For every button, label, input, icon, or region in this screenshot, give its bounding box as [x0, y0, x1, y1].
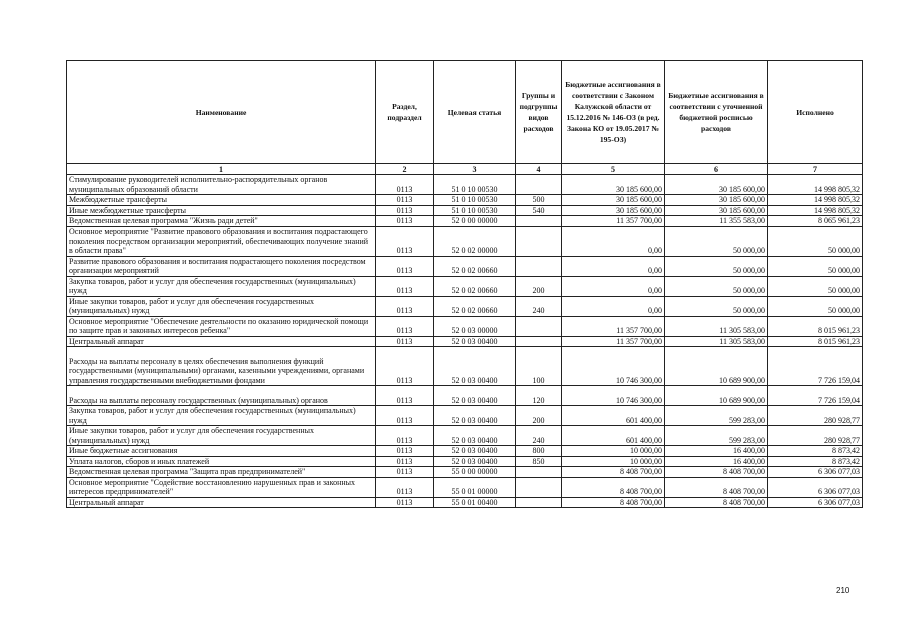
header-num: 1 — [67, 164, 376, 175]
row-refined: 50 000,00 — [665, 256, 768, 276]
row-section: 0113 — [376, 446, 434, 457]
row-target: 51 0 10 00530 — [434, 175, 516, 195]
table-row — [67, 446, 863, 457]
row-law: 30 185 600,00 — [562, 205, 665, 216]
header-num: 4 — [516, 164, 562, 175]
row-target: 52 0 00 00000 — [434, 216, 516, 227]
row-name: Иные закупки товаров, работ и услуг для обеспечения государственных (муниципальных) нужд — [67, 296, 376, 316]
row-law: 8 408 700,00 — [562, 497, 665, 508]
row-section: 0113 — [376, 497, 434, 508]
row-refined: 30 185 600,00 — [665, 195, 768, 206]
budget-table — [66, 60, 863, 508]
row-law: 30 185 600,00 — [562, 175, 665, 195]
row-law: 10 746 300,00 — [562, 386, 665, 406]
row-section: 0113 — [376, 175, 434, 195]
table-row — [67, 406, 863, 426]
row-law: 601 400,00 — [562, 426, 665, 446]
row-target: 55 0 01 00400 — [434, 497, 516, 508]
row-group: 120 — [516, 386, 562, 406]
row-done: 14 998 805,32 — [768, 205, 863, 216]
row-target: 52 0 03 00400 — [434, 426, 516, 446]
table-row — [67, 477, 863, 497]
row-section: 0113 — [376, 276, 434, 296]
row-group: 200 — [516, 276, 562, 296]
row-group: 240 — [516, 296, 562, 316]
table-row — [67, 256, 863, 276]
header-row — [67, 61, 863, 164]
row-section: 0113 — [376, 256, 434, 276]
header-number-row — [67, 164, 863, 175]
row-done: 14 998 805,32 — [768, 195, 863, 206]
row-group — [516, 256, 562, 276]
row-group — [516, 477, 562, 497]
table-row — [67, 296, 863, 316]
row-refined: 599 283,00 — [665, 406, 768, 426]
row-target: 51 0 10 00530 — [434, 195, 516, 206]
row-section: 0113 — [376, 426, 434, 446]
row-name: Иные бюджетные ассигнования — [67, 446, 376, 457]
row-group — [516, 175, 562, 195]
row-target: 51 0 10 00530 — [434, 205, 516, 216]
row-target: 52 0 03 00400 — [434, 347, 516, 386]
row-group: 240 — [516, 426, 562, 446]
row-law: 11 357 700,00 — [562, 336, 665, 347]
budget-table-sheet — [66, 60, 862, 508]
row-name: Расходы на выплаты персоналу в целях обеспечения выполнения функций государственными (муниципальными) органами, казенными учреждениями, органами управления государственными внебюджетными фондами — [67, 347, 376, 386]
row-done: 6 306 077,03 — [768, 477, 863, 497]
row-law: 0,00 — [562, 276, 665, 296]
row-refined: 50 000,00 — [665, 226, 768, 256]
table-row — [67, 336, 863, 347]
row-name: Развитие правового образования и воспитания подрастающего поколения посредством организации мероприятий — [67, 256, 376, 276]
row-section: 0113 — [376, 386, 434, 406]
row-group — [516, 226, 562, 256]
row-group — [516, 316, 562, 336]
row-group — [516, 216, 562, 227]
row-section: 0113 — [376, 195, 434, 206]
row-section: 0113 — [376, 296, 434, 316]
row-name: Иные закупки товаров, работ и услуг для обеспечения государственных (муниципальных) нужд — [67, 426, 376, 446]
row-name: Основное мероприятие "Развитие правового образования и воспитания подрастающего поколения посредством организации мероприятий, обеспечивающих получение знаний в области права" — [67, 226, 376, 256]
row-group: 100 — [516, 347, 562, 386]
row-section: 0113 — [376, 347, 434, 386]
row-group: 200 — [516, 406, 562, 426]
header-law: Бюджетные ассигнования в соответствии с Законом Калужской области от 15.12.2016 № 146-ОЗ (в ред. Закона КО от 19.05.2017 № 195-ОЗ) — [562, 61, 665, 164]
header-num: 5 — [562, 164, 665, 175]
row-refined: 10 689 900,00 — [665, 347, 768, 386]
row-group — [516, 467, 562, 478]
table-row — [67, 386, 863, 406]
row-law: 11 357 700,00 — [562, 216, 665, 227]
table-row — [67, 467, 863, 478]
header-num: 6 — [665, 164, 768, 175]
table-row — [67, 316, 863, 336]
row-law: 8 408 700,00 — [562, 467, 665, 478]
row-target: 52 0 03 00400 — [434, 336, 516, 347]
row-refined: 599 283,00 — [665, 426, 768, 446]
row-law: 8 408 700,00 — [562, 477, 665, 497]
row-group: 500 — [516, 195, 562, 206]
row-law: 10 000,00 — [562, 456, 665, 467]
row-law: 0,00 — [562, 296, 665, 316]
table-row — [67, 276, 863, 296]
row-target: 55 0 01 00000 — [434, 477, 516, 497]
row-law: 10 746 300,00 — [562, 347, 665, 386]
row-law: 11 357 700,00 — [562, 316, 665, 336]
table-row — [67, 497, 863, 508]
row-name: Закупка товаров, работ и услуг для обеспечения государственных (муниципальных) нужд — [67, 406, 376, 426]
header-group: Группы и подгруппы видов расходов — [516, 61, 562, 164]
row-done: 14 998 805,32 — [768, 175, 863, 195]
row-refined: 11 355 583,00 — [665, 216, 768, 227]
row-refined: 50 000,00 — [665, 276, 768, 296]
row-group — [516, 336, 562, 347]
header-target: Целевая статья — [434, 61, 516, 164]
row-law: 30 185 600,00 — [562, 195, 665, 206]
row-section: 0113 — [376, 477, 434, 497]
table-row — [67, 195, 863, 206]
row-target: 55 0 00 00000 — [434, 467, 516, 478]
row-refined: 16 400,00 — [665, 456, 768, 467]
row-done: 280 928,77 — [768, 426, 863, 446]
row-target: 52 0 03 00400 — [434, 446, 516, 457]
header-section: Раздел, подраздел — [376, 61, 434, 164]
row-done: 50 000,00 — [768, 256, 863, 276]
row-done: 8 065 961,23 — [768, 216, 863, 227]
row-done: 50 000,00 — [768, 296, 863, 316]
header-num: 7 — [768, 164, 863, 175]
row-refined: 16 400,00 — [665, 446, 768, 457]
row-done: 8 015 961,23 — [768, 316, 863, 336]
row-refined: 11 305 583,00 — [665, 336, 768, 347]
header-done: Исполнено — [768, 61, 863, 164]
row-law: 10 000,00 — [562, 446, 665, 457]
row-target: 52 0 02 00000 — [434, 226, 516, 256]
header-num: 2 — [376, 164, 434, 175]
row-group: 800 — [516, 446, 562, 457]
row-done: 7 726 159,04 — [768, 347, 863, 386]
row-name: Межбюджетные трансферты — [67, 195, 376, 206]
header-refined: Бюджетные ассигнования в соответствии с уточненной бюджетной росписью расходов — [665, 61, 768, 164]
table-row — [67, 347, 863, 386]
row-target: 52 0 03 00000 — [434, 316, 516, 336]
row-name: Уплата налогов, сборов и иных платежей — [67, 456, 376, 467]
row-law: 0,00 — [562, 226, 665, 256]
row-target: 52 0 02 00660 — [434, 276, 516, 296]
row-section: 0113 — [376, 336, 434, 347]
row-name: Основное мероприятие "Обеспечение деятельности по оказанию юридической помощи по защите прав и законных интересов ребенка" — [67, 316, 376, 336]
row-group — [516, 497, 562, 508]
row-refined: 11 305 583,00 — [665, 316, 768, 336]
table-body — [67, 175, 863, 508]
row-target: 52 0 02 00660 — [434, 296, 516, 316]
row-done: 7 726 159,04 — [768, 386, 863, 406]
header-num: 3 — [434, 164, 516, 175]
row-target: 52 0 03 00400 — [434, 406, 516, 426]
row-section: 0113 — [376, 216, 434, 227]
row-target: 52 0 02 00660 — [434, 256, 516, 276]
row-name: Расходы на выплаты персоналу государственных (муниципальных) органов — [67, 386, 376, 406]
row-refined: 8 408 700,00 — [665, 477, 768, 497]
row-section: 0113 — [376, 316, 434, 336]
table-row — [67, 226, 863, 256]
row-done: 50 000,00 — [768, 226, 863, 256]
row-done: 6 306 077,03 — [768, 467, 863, 478]
row-name: Основное мероприятие "Содействие восстановлению нарушенных прав и законных интересов предпринимателей" — [67, 477, 376, 497]
row-refined: 50 000,00 — [665, 296, 768, 316]
row-done: 8 015 961,23 — [768, 336, 863, 347]
row-section: 0113 — [376, 467, 434, 478]
row-name: Закупка товаров, работ и услуг для обеспечения государственных (муниципальных) нужд — [67, 276, 376, 296]
row-section: 0113 — [376, 226, 434, 256]
row-name: Центральный аппарат — [67, 497, 376, 508]
row-target: 52 0 03 00400 — [434, 386, 516, 406]
row-done: 50 000,00 — [768, 276, 863, 296]
row-refined: 8 408 700,00 — [665, 497, 768, 508]
row-name: Центральный аппарат — [67, 336, 376, 347]
row-target: 52 0 03 00400 — [434, 456, 516, 467]
row-section: 0113 — [376, 406, 434, 426]
row-refined: 10 689 900,00 — [665, 386, 768, 406]
row-refined: 30 185 600,00 — [665, 175, 768, 195]
table-row — [67, 456, 863, 467]
page-number: 210 — [836, 586, 850, 595]
row-name: Ведомственная целевая программа "Защита прав предпринимателей" — [67, 467, 376, 478]
row-group: 850 — [516, 456, 562, 467]
row-section: 0113 — [376, 456, 434, 467]
row-section: 0113 — [376, 205, 434, 216]
table-row — [67, 205, 863, 216]
row-done: 8 873,42 — [768, 456, 863, 467]
row-done: 280 928,77 — [768, 406, 863, 426]
header-name: Наименование — [67, 61, 376, 164]
row-refined: 8 408 700,00 — [665, 467, 768, 478]
row-name: Иные межбюджетные трансферты — [67, 205, 376, 216]
row-done: 6 306 077,03 — [768, 497, 863, 508]
row-group: 540 — [516, 205, 562, 216]
table-row — [67, 216, 863, 227]
row-done: 8 873,42 — [768, 446, 863, 457]
row-refined: 30 185 600,00 — [665, 205, 768, 216]
row-law: 601 400,00 — [562, 406, 665, 426]
table-row — [67, 175, 863, 195]
row-name: Стимулирование руководителей исполнительно-распорядительных органов муниципальных образований области — [67, 175, 376, 195]
row-name: Ведомственная целевая программа "Жизнь ради детей" — [67, 216, 376, 227]
table-row — [67, 426, 863, 446]
row-law: 0,00 — [562, 256, 665, 276]
